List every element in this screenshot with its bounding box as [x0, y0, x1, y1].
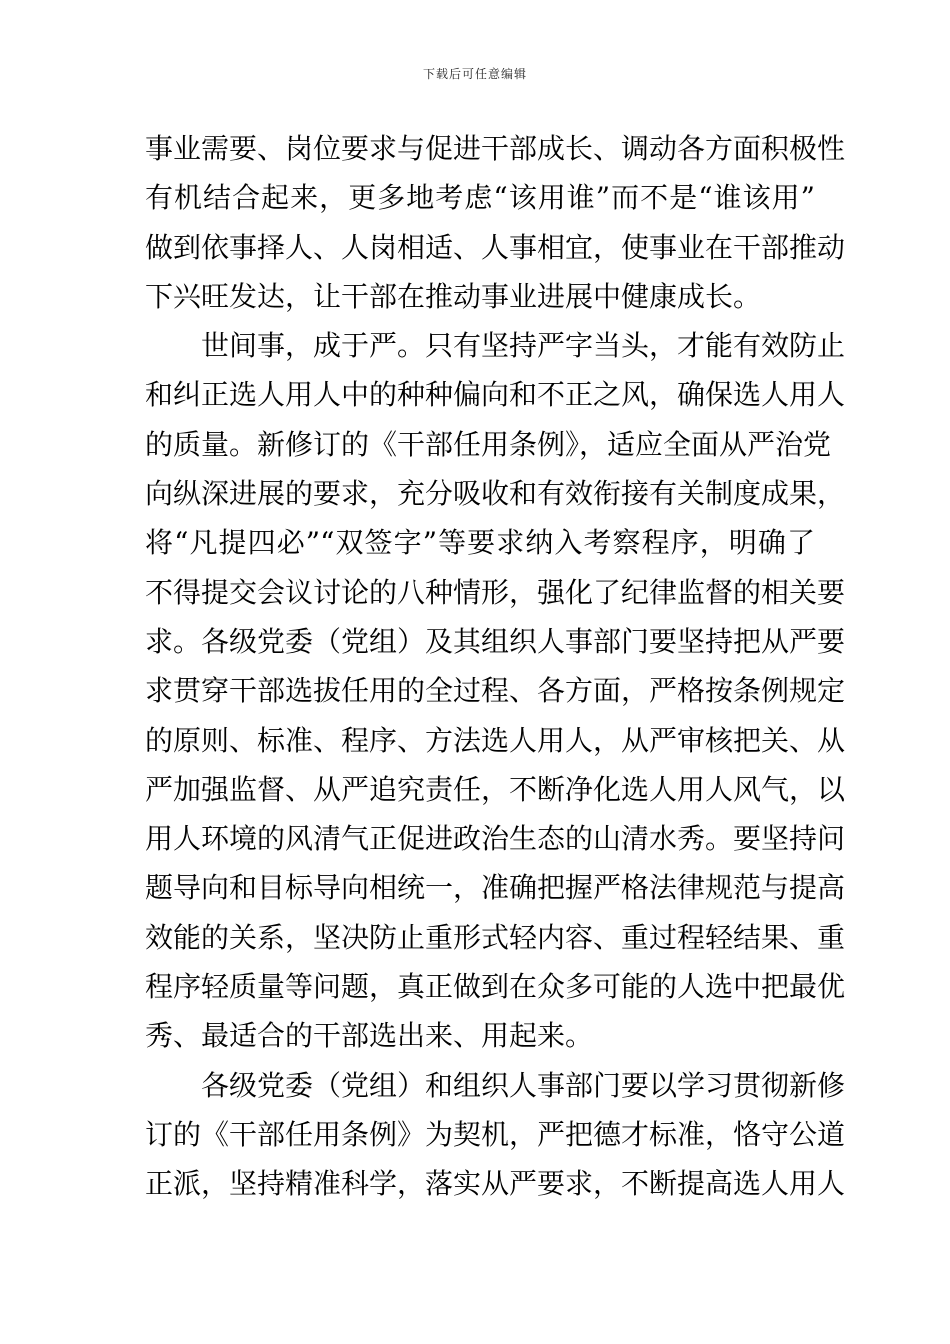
text-line: 和纠正选人用人中的种种偏向和不正之风，确保选人用人 [145, 378, 846, 412]
text-line: 求贯穿干部选拔任用的全过程、各方面，严格按条例规定 [145, 674, 846, 708]
text-line: 秀、最适合的干部选出来、用起来。 [145, 1019, 594, 1053]
document-body [145, 124, 846, 1209]
text-line: 求。各级党委（党组）及其组织人事部门要坚持把从严要 [145, 624, 846, 658]
paragraph-start-line: 世间事，成于严。只有坚持严字当头，才能有效防止 [201, 329, 846, 363]
text-line: 将“凡提四必”“双签字”等要求纳入考察程序，明确了 [145, 526, 815, 560]
text-line: 事业需要、岗位要求与促进干部成长、调动各方面积极性 [145, 132, 846, 165]
paragraph-start-line: 各级党委（党组）和组织人事部门要以学习贯彻新修 [201, 1068, 846, 1102]
text-line: 用人环境的风清气正促进政治生态的山清水秀。要坚持问 [145, 822, 846, 856]
text-line: 程序轻质量等问题，真正做到在众多可能的人选中把最优 [145, 970, 846, 1004]
text-line: 做到依事择人、人岗相适、人事相宜，使事业在干部推动 [145, 230, 846, 264]
text-line: 正派，坚持精准科学，落实从严要求，不断提高选人用人 [145, 1167, 846, 1201]
text-line: 效能的关系，坚决防止重形式轻内容、重过程轻结果、重 [145, 920, 846, 954]
text-line: 题导向和目标导向相统一，准确把握严格法律规范与提高 [145, 871, 846, 905]
page-header-note: 下载后可任意编辑 [422, 67, 527, 81]
text-line: 严加强监督、从严追究责任，不断净化选人用人风气，以 [145, 772, 846, 806]
text-line: 订的《干部任用条例》为契机，严把德才标准，恪守公道 [145, 1117, 846, 1151]
text-line: 不得提交会议讨论的八种情形，强化了纪律监督的相关要 [145, 575, 846, 609]
text-line: 有机结合起来，更多地考虑“该用谁”而不是“谁该用” [145, 181, 815, 215]
text-line: 下兴旺发达，让干部在推动事业进展中健康成长。 [145, 279, 762, 313]
text-line: 的原则、标准、程序、方法选人用人，从严审核把关、从 [145, 723, 846, 757]
text-line: 的质量。新修订的《干部任用条例》，适应全面从严治党 [145, 427, 832, 461]
text-line: 向纵深进展的要求，充分吸收和有效衔接有关制度成果， [145, 477, 846, 511]
